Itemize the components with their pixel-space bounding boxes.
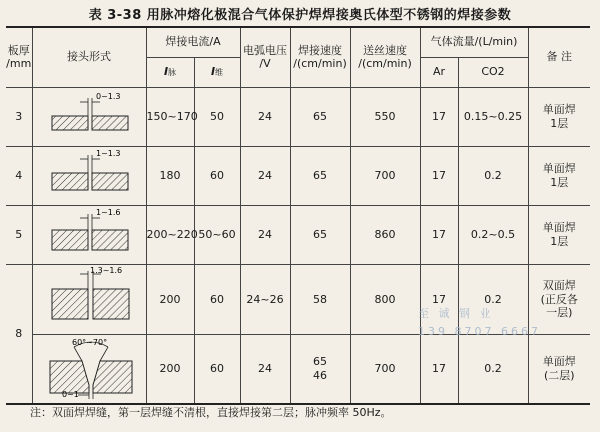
header-remark: 备 注 <box>528 27 590 87</box>
butt-joint-diagram <box>34 206 144 260</box>
gap-label: 0~1 <box>62 390 79 400</box>
header-current-pulse: I脉 <box>146 57 194 87</box>
speed-cell: 65 46 <box>290 335 350 404</box>
table-row: 60°~70° 0~1 200 60 24 65 46 700 17 0.2 单面焊 (二层) <box>6 335 590 404</box>
gap-label: 0~1.3 <box>96 91 121 101</box>
remark-cell: 单面焊 1层 <box>528 205 590 264</box>
header-speed: 焊接速度 /(cm/min) <box>290 27 350 87</box>
v-groove-joint-diagram <box>34 335 144 399</box>
table-title: 表 3-38 用脉冲熔化极混合气体保护焊焊接奥氏体型不锈钢的焊接参数 <box>88 8 512 23</box>
butt-joint-diagram <box>34 147 144 201</box>
butt-joint-diagram <box>34 265 144 331</box>
header-gas-co2: CO2 <box>458 57 528 87</box>
angle-label: 60°~70° <box>72 338 108 348</box>
welding-parameter-table <box>6 26 590 405</box>
joint-diagram <box>32 87 146 146</box>
footnote: 注：双面焊焊缝，第一层焊缝不清根，直接焊接第二层；脉冲频率 50Hz。 <box>30 406 392 419</box>
table-row: 5 1~1.6 200~220 50~60 24 65 860 17 0.2~0.5 单面焊 1层 <box>6 205 590 264</box>
header-current-base: I维 <box>194 57 240 87</box>
joint-diagram <box>32 264 146 335</box>
remark-cell: 单面焊 (二层) <box>528 335 590 404</box>
butt-joint-diagram <box>34 88 144 142</box>
joint-diagram <box>32 335 146 404</box>
remark-cell: 双面焊 (正反各 一层) <box>528 264 590 335</box>
remark-cell: 单面焊 1层 <box>528 87 590 146</box>
header-wire-speed: 送丝速度 /(cm/min) <box>350 27 420 87</box>
gap-label: 1~1.3 <box>96 148 121 158</box>
header-voltage: 电弧电压 /V <box>240 27 290 87</box>
gap-label: 1~1.6 <box>96 207 121 217</box>
header-thickness: 板厚 /mm <box>6 27 32 87</box>
table-row: 3 0~1.3 150~170 50 24 65 550 17 0.15~0.25 单面焊 1层 <box>6 87 590 146</box>
header-gas-flow: 气体流量/(L/min) <box>420 27 528 57</box>
remark-cell: 单面焊 1层 <box>528 146 590 205</box>
table-row: 8 1.3~1.6 200 60 24~26 58 800 17 0.2 双面焊 (正反各 一层) <box>6 264 590 335</box>
watermark: 至 诚 钢 业 139 8707 6667 <box>418 307 541 338</box>
header-gas-ar: Ar <box>420 57 458 87</box>
joint-diagram <box>32 205 146 264</box>
header-joint: 接头形式 <box>32 27 146 87</box>
header-current: 焊接电流/A <box>146 27 240 57</box>
gap-label: 1.3~1.6 <box>90 265 123 275</box>
table-row: 4 1~1.3 180 60 24 65 700 17 0.2 单面焊 1层 <box>6 146 590 205</box>
joint-diagram <box>32 146 146 205</box>
